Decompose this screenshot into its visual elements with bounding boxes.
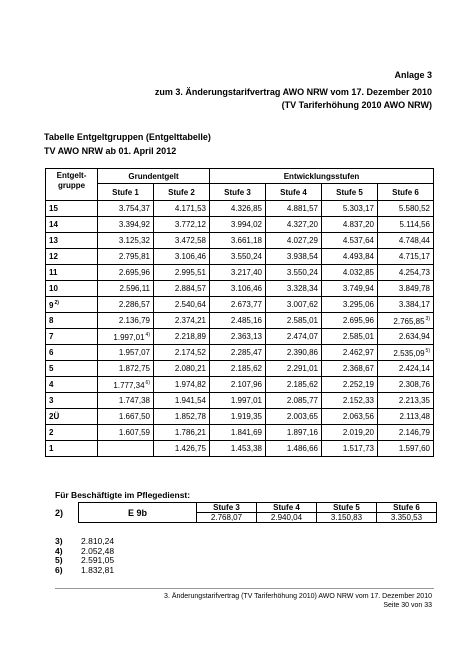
stufe-2-cell: 3.106,46 xyxy=(154,249,210,265)
table-row xyxy=(46,425,434,441)
stufe-3-cell: 2.673,77 xyxy=(210,297,266,313)
stufe-2-cell: 1.852,78 xyxy=(154,409,210,425)
table-row xyxy=(46,201,434,217)
table-row xyxy=(46,217,434,233)
table-title-line-2: TV AWO NRW ab 01. April 2012 xyxy=(44,146,177,156)
pflegedienst-footnote-label: 2) xyxy=(55,508,64,518)
stufe-5-cell: 3.749,94 xyxy=(322,281,378,297)
footnote-item xyxy=(55,566,114,576)
stufe-6-cell: 4.254,73 xyxy=(378,265,434,281)
header-stufe-2: Stufe 2 xyxy=(154,184,210,201)
table-row xyxy=(46,345,434,361)
stufe-2-cell: 1.786,21 xyxy=(154,425,210,441)
stufe-3-cell: 2.185,62 xyxy=(210,361,266,377)
stufe-4-cell: 2.474,07 xyxy=(266,329,322,345)
entgeltgruppe-cell: 15 xyxy=(46,201,98,217)
stufe-4-cell: 4.327,20 xyxy=(266,217,322,233)
stufe-1-cell: 3.754,37 xyxy=(98,201,154,217)
entgeltgruppe-cell: 13 xyxy=(46,233,98,249)
stufe-5-cell: 2.063,56 xyxy=(322,409,378,425)
entgeltgruppe-cell: 1 xyxy=(46,441,98,457)
document-header xyxy=(155,69,432,112)
stufe-2-cell: 3.772,12 xyxy=(154,217,210,233)
stufe-5-cell: 2.462,97 xyxy=(322,345,378,361)
table-row xyxy=(46,361,434,377)
stufe-1-cell: 2.695,96 xyxy=(98,265,154,281)
stufe-1-cell: 2.286,57 xyxy=(98,297,154,313)
stufe-3-cell: 1.841,69 xyxy=(210,425,266,441)
stufe-4-cell: 2.003,65 xyxy=(266,409,322,425)
stufe-3-cell: 4.326,85 xyxy=(210,201,266,217)
pflege-stufe-5-value: 3.150,83 xyxy=(317,513,377,523)
stufe-3-cell: 3.994,02 xyxy=(210,217,266,233)
stufe-2-cell: 2.174,52 xyxy=(154,345,210,361)
footnote-key: 3) xyxy=(55,536,63,546)
stufe-1-cell: 1.997,01$^{4)}$ xyxy=(98,329,154,345)
entgeltgruppe-cell: 8 xyxy=(46,313,98,329)
stufe-2-cell: 1.974,82 xyxy=(154,377,210,393)
stufe-4-cell: 2.291,01 xyxy=(266,361,322,377)
stufe-4-cell: 1.897,16 xyxy=(266,425,322,441)
stufe-5-cell: 4.837,20 xyxy=(322,217,378,233)
entgeltgruppe-cell: 12 xyxy=(46,249,98,265)
footnotes xyxy=(55,537,114,575)
stufe-4-cell: 4.881,57 xyxy=(266,201,322,217)
stufe-6-cell: 3.384,17 xyxy=(378,297,434,313)
header-grundentgelt: Grundentgelt xyxy=(98,169,210,184)
stufe-3-cell: 2.363,13 xyxy=(210,329,266,345)
entgeltgruppe-cell: 2Ü xyxy=(46,409,98,425)
footnote-value: 1.832,81 xyxy=(81,564,115,575)
stufe-2-cell: 2.884,57 xyxy=(154,281,210,297)
stufe-4-cell: 3.938,54 xyxy=(266,249,322,265)
stufe-3-cell: 2.485,16 xyxy=(210,313,266,329)
stufe-5-cell: 2.585,01 xyxy=(322,329,378,345)
table-row xyxy=(46,409,434,425)
entgelt-table xyxy=(45,168,434,457)
table-row xyxy=(46,313,434,329)
stufe-6-cell: 2.424,14 xyxy=(378,361,434,377)
stufe-4-cell: 3.328,34 xyxy=(266,281,322,297)
footer-divider xyxy=(55,588,434,589)
stufe-2-cell: 2.540,64 xyxy=(154,297,210,313)
footnote-value: 2.052,48 xyxy=(81,545,115,556)
stufe-6-cell: 2.213,35 xyxy=(378,393,434,409)
stufe-3-cell: 2.285,47 xyxy=(210,345,266,361)
table-row xyxy=(46,297,434,313)
stufe-5-cell: 4.032,85 xyxy=(322,265,378,281)
stufe-5-cell: 2.252,19 xyxy=(322,377,378,393)
header-line-1: zum 3. Änderungstarifvertrag AWO NRW vom 17. Dezember 2010 xyxy=(154,87,432,97)
stufe-6-cell: 2.308,76 xyxy=(378,377,434,393)
header-stufe-5: Stufe 5 xyxy=(322,184,378,201)
stufe-3-cell: 1.453,38 xyxy=(210,441,266,457)
stufe-5-cell: 5.303,17 xyxy=(322,201,378,217)
entgeltgruppe-cell: 9$^{2)}$ xyxy=(46,297,98,313)
stufe-5-cell: 2.368,67 xyxy=(322,361,378,377)
stufe-3-cell: 3.217,40 xyxy=(210,265,266,281)
stufe-2-cell: 1.941,54 xyxy=(154,393,210,409)
pflege-stufe-4-value: 2.940,04 xyxy=(257,513,317,523)
stufe-2-cell: 2.374,21 xyxy=(154,313,210,329)
stufe-2-cell: 2.080,21 xyxy=(154,361,210,377)
pflegedienst-heading: Für Beschäftigte im Pflegedienst: xyxy=(55,490,191,500)
page-footer xyxy=(164,592,432,610)
stufe-6-cell: 1.597,60 xyxy=(378,441,434,457)
stufe-6-cell: 2.634,94 xyxy=(378,329,434,345)
footnote-key: 5) xyxy=(55,555,63,566)
footnote-key: 6) xyxy=(55,564,63,575)
stufe-6-cell: 2.113,48 xyxy=(378,409,434,425)
entgeltgruppe-cell: 2 xyxy=(46,425,98,441)
table-title xyxy=(44,132,211,156)
page-number: Seite 30 von 33 xyxy=(383,602,432,609)
entgeltgruppe-cell: 6 xyxy=(46,345,98,361)
stufe-1-cell: 1.872,75 xyxy=(98,361,154,377)
entgeltgruppe-cell: 4 xyxy=(46,377,98,393)
stufe-4-cell: 2.585,01 xyxy=(266,313,322,329)
stufe-6-cell: 2.535,09$^{5)}$ xyxy=(378,345,434,361)
stufe-1-cell: 1.957,07 xyxy=(98,345,154,361)
header-stufe-6: Stufe 6 xyxy=(378,184,434,201)
stufe-5-cell: 4.493,84 xyxy=(322,249,378,265)
stufe-5-cell: 2.152,33 xyxy=(322,393,378,409)
footnote-key: 4) xyxy=(55,545,63,556)
stufe-1-cell: 2.596,11 xyxy=(98,281,154,297)
stufe-6-cell: 2.765,85$^{3)}$ xyxy=(378,313,434,329)
stufe-4-cell: 3.007,62 xyxy=(266,297,322,313)
stufe-1-cell: 3.394,92 xyxy=(98,217,154,233)
stufe-1-cell: 1.777,34$^{6)}$ xyxy=(98,377,154,393)
footnote-value: 2.591,05 xyxy=(81,555,115,566)
entgeltgruppe-cell: 10 xyxy=(46,281,98,297)
table-title-line-1: Tabelle Entgeltgruppen (Entgelttabelle) xyxy=(44,132,211,142)
stufe-3-cell: 3.106,46 xyxy=(210,281,266,297)
stufe-2-cell: 1.426,75 xyxy=(154,441,210,457)
stufe-1-cell: 1.747,38 xyxy=(98,393,154,409)
table-row xyxy=(46,281,434,297)
stufe-4-cell: 2.185,62 xyxy=(266,377,322,393)
stufe-2-cell: 2.218,89 xyxy=(154,329,210,345)
entgeltgruppe-cell: 5 xyxy=(46,361,98,377)
stufe-4-cell: 4.027,29 xyxy=(266,233,322,249)
stufe-6-cell: 5.114,56 xyxy=(378,217,434,233)
entgeltgruppe-cell: 7 xyxy=(46,329,98,345)
pflege-group-e9b: E 9b xyxy=(79,503,197,523)
stufe-6-cell: 3.849,78 xyxy=(378,281,434,297)
stufe-4-cell: 2.390,86 xyxy=(266,345,322,361)
entgeltgruppe-cell: 11 xyxy=(46,265,98,281)
stufe-2-cell: 3.472,58 xyxy=(154,233,210,249)
stufe-1-cell: 3.125,32 xyxy=(98,233,154,249)
stufe-6-cell: 5.580,52 xyxy=(378,201,434,217)
table-row xyxy=(46,265,434,281)
stufe-5-cell: 1.517,73 xyxy=(322,441,378,457)
stufe-5-cell: 2.019,20 xyxy=(322,425,378,441)
table-row xyxy=(46,441,434,457)
stufe-6-cell: 2.146,79 xyxy=(378,425,434,441)
stufe-3-cell: 3.550,24 xyxy=(210,249,266,265)
header-stufe-4: Stufe 4 xyxy=(266,184,322,201)
stufe-1-cell: 1.667,50 xyxy=(98,409,154,425)
table-row xyxy=(46,233,434,249)
stufe-1-cell: 2.136,79 xyxy=(98,313,154,329)
pflege-stufe-3-value: 2.768,07 xyxy=(197,513,257,523)
pflege-stufe-6-value: 3.350,53 xyxy=(377,513,437,523)
table-row xyxy=(46,329,434,345)
header-entgeltgruppe: Entgelt- gruppe xyxy=(46,169,98,201)
stufe-2-cell: 2.995,51 xyxy=(154,265,210,281)
pflege-stufe-3-header: Stufe 3 xyxy=(197,503,257,513)
pflegedienst-table xyxy=(78,502,437,523)
entgeltgruppe-cell: 3 xyxy=(46,393,98,409)
stufe-4-cell: 2.085,77 xyxy=(266,393,322,409)
header-stufe-3: Stufe 3 xyxy=(210,184,266,201)
header-line-2: (TV Tariferhöhung 2010 AWO NRW) xyxy=(281,100,432,110)
stufe-1-cell xyxy=(98,441,154,457)
header-entwicklungsstufen: Entwicklungsstufen xyxy=(210,169,434,184)
table-row xyxy=(46,249,434,265)
footer-line-1: 3. Änderungstarifvertrag (TV Tariferhöhung 2010) AWO NRW vom 17. Dezember 2010 xyxy=(164,593,432,600)
header-stufe-1: Stufe 1 xyxy=(98,184,154,201)
stufe-1-cell: 2.795,81 xyxy=(98,249,154,265)
entgeltgruppe-cell: 14 xyxy=(46,217,98,233)
stufe-4-cell: 1.486,66 xyxy=(266,441,322,457)
table-row xyxy=(46,377,434,393)
table-row xyxy=(46,393,434,409)
stufe-3-cell: 1.997,01 xyxy=(210,393,266,409)
stufe-3-cell: 1.919,35 xyxy=(210,409,266,425)
stufe-6-cell: 4.748,44 xyxy=(378,233,434,249)
stufe-2-cell: 4.171,53 xyxy=(154,201,210,217)
pflege-stufe-6-header: Stufe 6 xyxy=(377,503,437,513)
stufe-5-cell: 4.537,64 xyxy=(322,233,378,249)
stufe-5-cell: 2.695,96 xyxy=(322,313,378,329)
pflege-stufe-5-header: Stufe 5 xyxy=(317,503,377,513)
stufe-1-cell: 1.607,59 xyxy=(98,425,154,441)
stufe-6-cell: 4.715,17 xyxy=(378,249,434,265)
stufe-5-cell: 3.295,06 xyxy=(322,297,378,313)
pflege-stufe-4-header: Stufe 4 xyxy=(257,503,317,513)
stufe-4-cell: 3.550,24 xyxy=(266,265,322,281)
footnote-value: 2.810,24 xyxy=(81,536,115,546)
anlage-label: Anlage 3 xyxy=(394,70,432,80)
stufe-3-cell: 3.661,18 xyxy=(210,233,266,249)
stufe-3-cell: 2.107,96 xyxy=(210,377,266,393)
